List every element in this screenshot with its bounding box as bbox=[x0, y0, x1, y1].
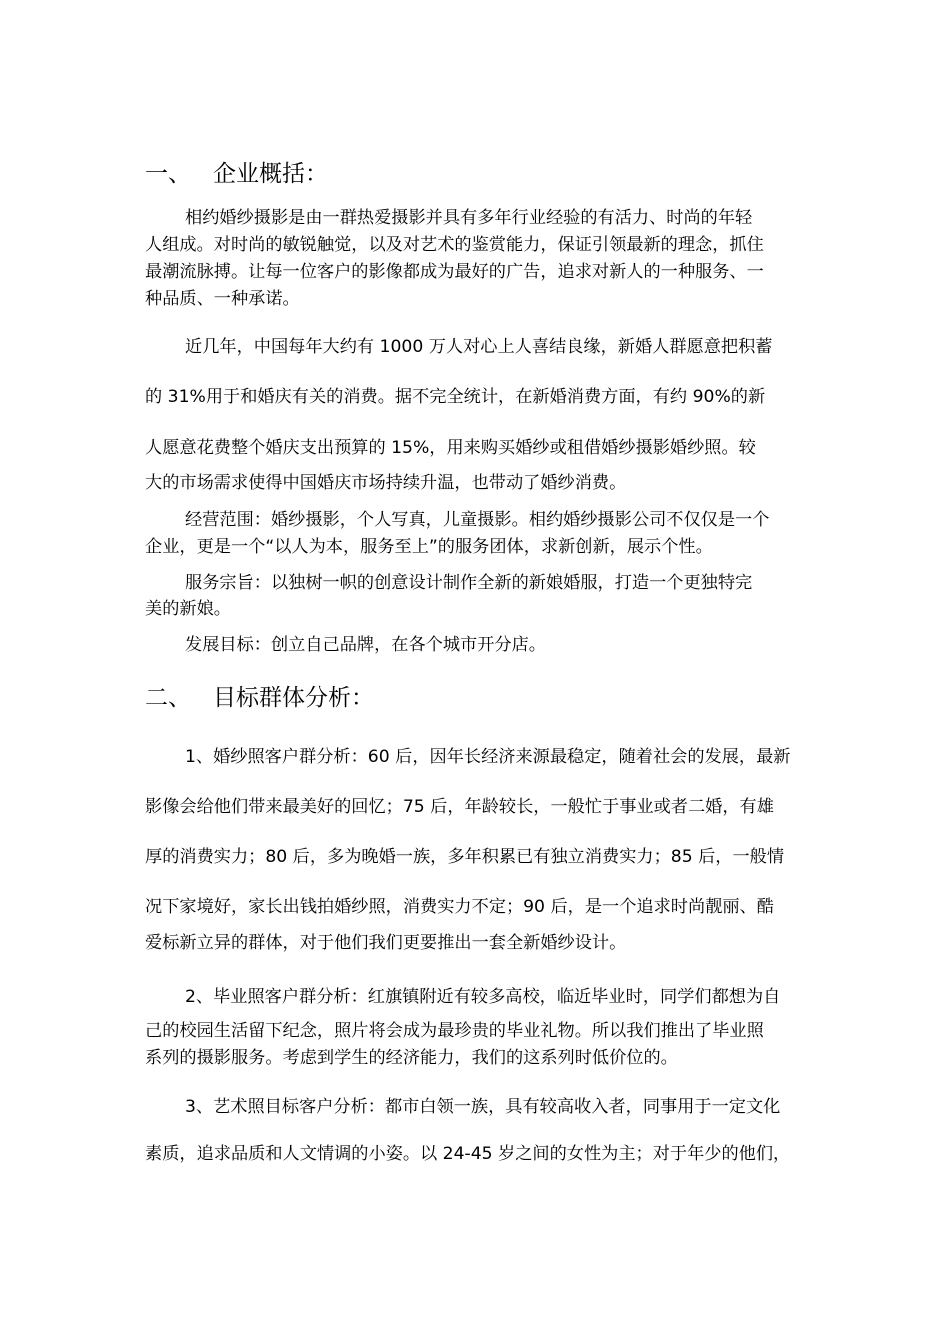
paragraph-line: 况下家境好，家长出钱拍婚纱照，消费实力不定；90 后，是一个追求时尚靓丽、酷 bbox=[145, 897, 774, 917]
paragraph-line: 的 31%用于和婚庆有关的消费。据不完全统计，在新婚消费方面，有约 90%的新 bbox=[145, 387, 766, 407]
section-title: 目标群体分析： bbox=[213, 685, 374, 711]
section-number: 二、 bbox=[145, 685, 191, 711]
paragraph-line: 人愿意花费整个婚庆支出预算的 15%，用来购买婚纱或租借婚纱摄影婚纱照。较 bbox=[145, 438, 756, 458]
paragraph-line: 人组成。对时尚的敏锐触觉，以及对艺术的鉴赏能力，保证引领最新的理念，抓住 bbox=[145, 235, 764, 255]
paragraph-line: 素质，追求品质和人文情调的小姿。以 24-45 岁之间的女性为主；对于年少的他们， bbox=[145, 1144, 791, 1164]
section-title: 企业概括： bbox=[213, 161, 328, 187]
paragraph-line: 发展目标：创立自己品牌，在各个城市开分店。 bbox=[185, 635, 546, 655]
section-heading-2 bbox=[145, 683, 374, 713]
paragraph-line: 系列的摄影服务。考虑到学生的经济能力，我们的这系列时低价位的。 bbox=[145, 1048, 678, 1068]
paragraph-line: 最潮流脉搏。让每一位客户的影像都成为最好的广告，追求对新人的一种服务、一 bbox=[145, 262, 764, 282]
paragraph-line: 相约婚纱摄影是由一群热爱摄影并具有多年行业经验的有活力、时尚的年轻 bbox=[185, 208, 753, 228]
paragraph-line: 3、艺术照目标客户分析：都市白领一族，具有较高收入者，同事用于一定文化 bbox=[185, 1097, 781, 1117]
paragraph-line: 企业，更是一个“以人为本，服务至上”的服务团体，求新创新，展示个性。 bbox=[145, 537, 713, 557]
paragraph-line: 己的校园生活留下纪念，照片将会成为最珍贵的毕业礼物。所以我们推出了毕业照 bbox=[145, 1021, 764, 1041]
paragraph-line: 经营范围：婚纱摄影，个人写真，儿童摄影。相约婚纱摄影公司不仅仅是一个 bbox=[185, 510, 770, 530]
paragraph-line: 美的新娘。 bbox=[145, 599, 231, 619]
paragraph-line: 爱标新立异的群体，对于他们我们更要推出一套全新婚纱设计。 bbox=[145, 933, 627, 953]
paragraph-line: 近几年，中国每年大约有 1000 万人对心上人喜结良缘，新婚人群愿意把积蓄 bbox=[185, 337, 773, 357]
paragraph-line: 2、毕业照客户群分析：红旗镇附近有较多高校，临近毕业时，同学们都想为自 bbox=[185, 987, 781, 1007]
paragraph-line: 大的市场需求使得中国婚庆市场持续升温，也带动了婚纱消费。 bbox=[145, 473, 627, 493]
section-heading-1 bbox=[145, 159, 328, 189]
paragraph-line: 1、婚纱照客户群分析：60 后，因年长经济来源最稳定，随着社会的发展，最新 bbox=[185, 747, 791, 767]
paragraph-line: 种品质、一种承诺。 bbox=[145, 289, 300, 309]
paragraph-line: 服务宗旨：以独树一帜的创意设计制作全新的新娘婚服，打造一个更独特完 bbox=[185, 573, 753, 593]
paragraph-line: 厚的消费实力；80 后，多为晚婚一族，多年积累已有独立消费实力；85 后，一般情 bbox=[145, 847, 785, 867]
section-number: 一、 bbox=[145, 161, 191, 187]
paragraph-line: 影像会给他们带来最美好的回忆；75 后，年龄较长，一般忙于事业或者二婚，有雄 bbox=[145, 797, 774, 817]
